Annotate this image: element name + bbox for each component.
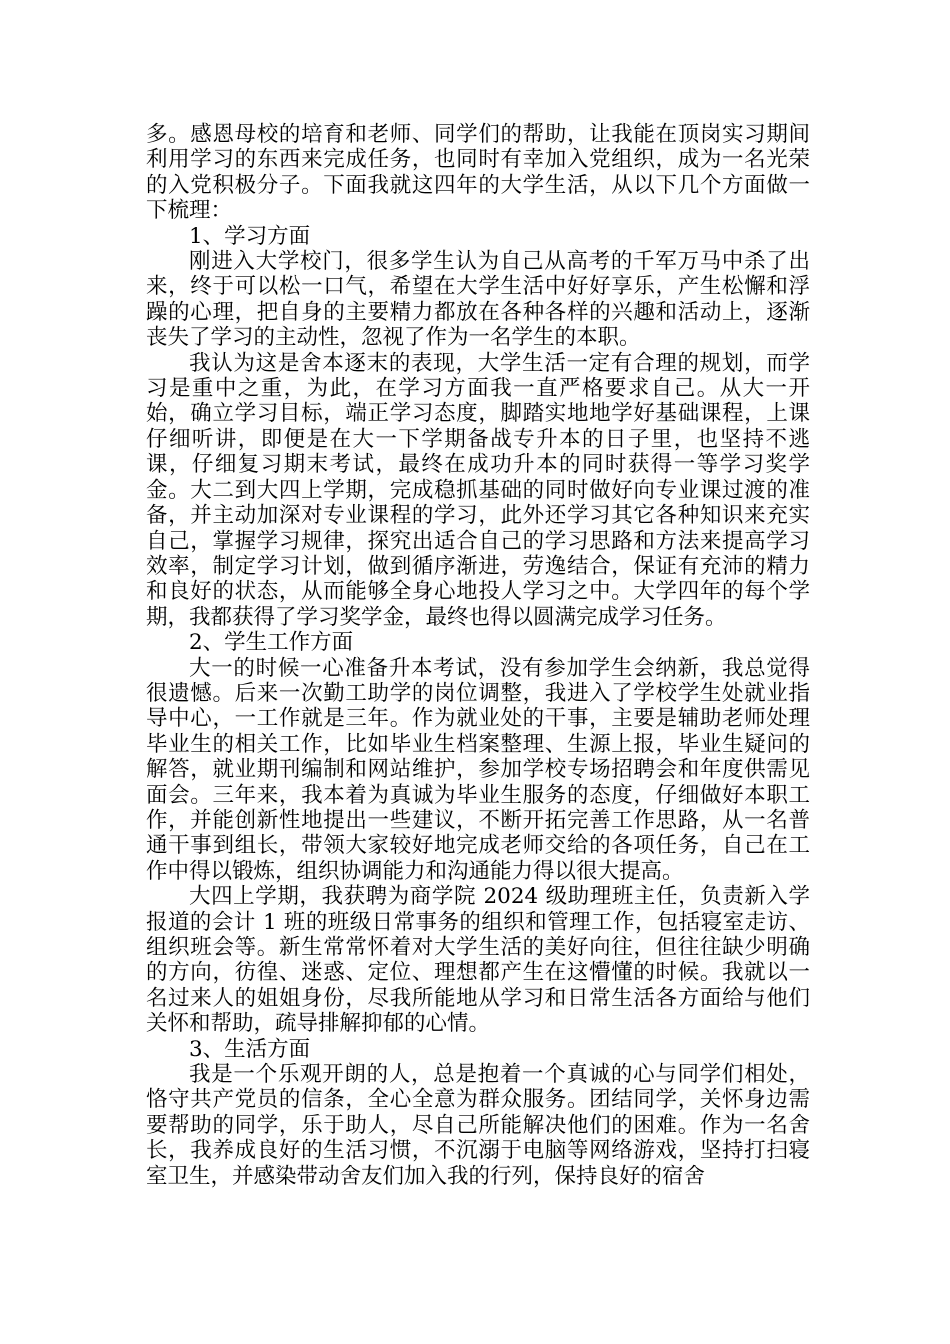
section-heading-student-work: 2、学生工作方面 [189, 630, 354, 656]
intro-paragraph: 多。感恩母校的培育和老师、同学们的帮助，让我能在顶岗实习期间利用学习的东西来完成任务，也同时有幸加入党组织，成为一名光荣的入党积极分子。下面我就这四年的大学生活，从以下几个方面做一下梳理： [146, 122, 810, 224]
life-paragraph-1: 我是一个乐观开朗的人，总是抱着一个真诚的心与同学们相处，恪守共产党员的信条，全心全意为群众服务。团结同学，关怀身边需要帮助的同学，乐于助人，尽自己所能解决他们的困难。作为一名舍长，我养成良好的生活习惯，不沉溺于电脑等网络游戏，坚持打扫寝室卫生，并感染带动舍友们加入我的行列，保持良好的宿舍 [146, 1062, 810, 1189]
document-page [146, 122, 810, 1189]
study-paragraph-1: 刚进入大学校门，很多学生认为自己从高考的千军万马中杀了出来，终于可以松一口气，希望在大学生活中好好享乐，产生松懈和浮躁的心理，把自身的主要精力都放在各种各样的兴趣和活动上，逐渐丧失了学习的主动性，忽视了作为一名学生的本职。 [146, 249, 810, 351]
section-heading-study: 1、学习方面 [189, 223, 311, 249]
student-work-paragraph-2: 大四上学期，我获聘为商学院 2024 级助理班主任，负责新入学报道的会计 1 班的班级日常事务的组织和管理工作，包括寝室走访、组织班会等。新生常常怀着对大学生活的美好向往，但往往缺少明确的方向，彷徨、迷惑、定位、理想都产生在这懵懂的时候。我就以一名过来人的姐姐身份，尽我所能地从学习和日常生活各方面给与他们关怀和帮助，疏导排解抑郁的心情。 [146, 884, 810, 1037]
study-paragraph-2: 我认为这是舍本逐末的表现，大学生活一定有合理的规划，而学习是重中之重，为此，在学习方面我一直严格要求自己。从大一开始，确立学习目标，端正学习态度，脚踏实地地学好基础课程，上课仔细听讲，即便是在大一下学期备战专升本的日子里，也坚持不逃课，仔细复习期末考试，最终在成功升本的同时获得一等学习奖学金。大二到大四上学期，完成稳抓基础的同时做好向专业课过渡的准备，并主动加深对专业课程的学习，此外还学习其它各种知识来充实自己，掌握学习规律，探究出适合自己的学习思路和方法来提高学习效率，制定学习计划，做到循序渐进，劳逸结合，保证有充沛的精力和良好的状态，从而能够全身心地投人学习之中。大学四年的每个学期，我都获得了学习奖学金，最终也得以圆满完成学习任务。 [146, 350, 810, 630]
section-heading-life: 3、生活方面 [189, 1036, 311, 1062]
student-work-paragraph-1: 大一的时候一心准备升本考试，没有参加学生会纳新，我总觉得很遗憾。后来一次勤工助学的岗位调整，我进入了学校学生处就业指导中心，一工作就是三年。作为就业处的干事，主要是辅助老师处理毕业生的相关工作，比如毕业生档案整理、生源上报，毕业生疑问的解答，就业期刊编制和网站维护，参加学校专场招聘会和年度供需见面会。三年来，我本着为真诚为毕业生服务的态度，仔细做好本职工作，并能创新性地提出一些建议，不断开拓完善工作思路，从一名普通干事到组长，带领大家较好地完成老师交给的各项任务，自己在工作中得以锻炼，组织协调能力和沟通能力得以很大提高。 [146, 655, 810, 884]
